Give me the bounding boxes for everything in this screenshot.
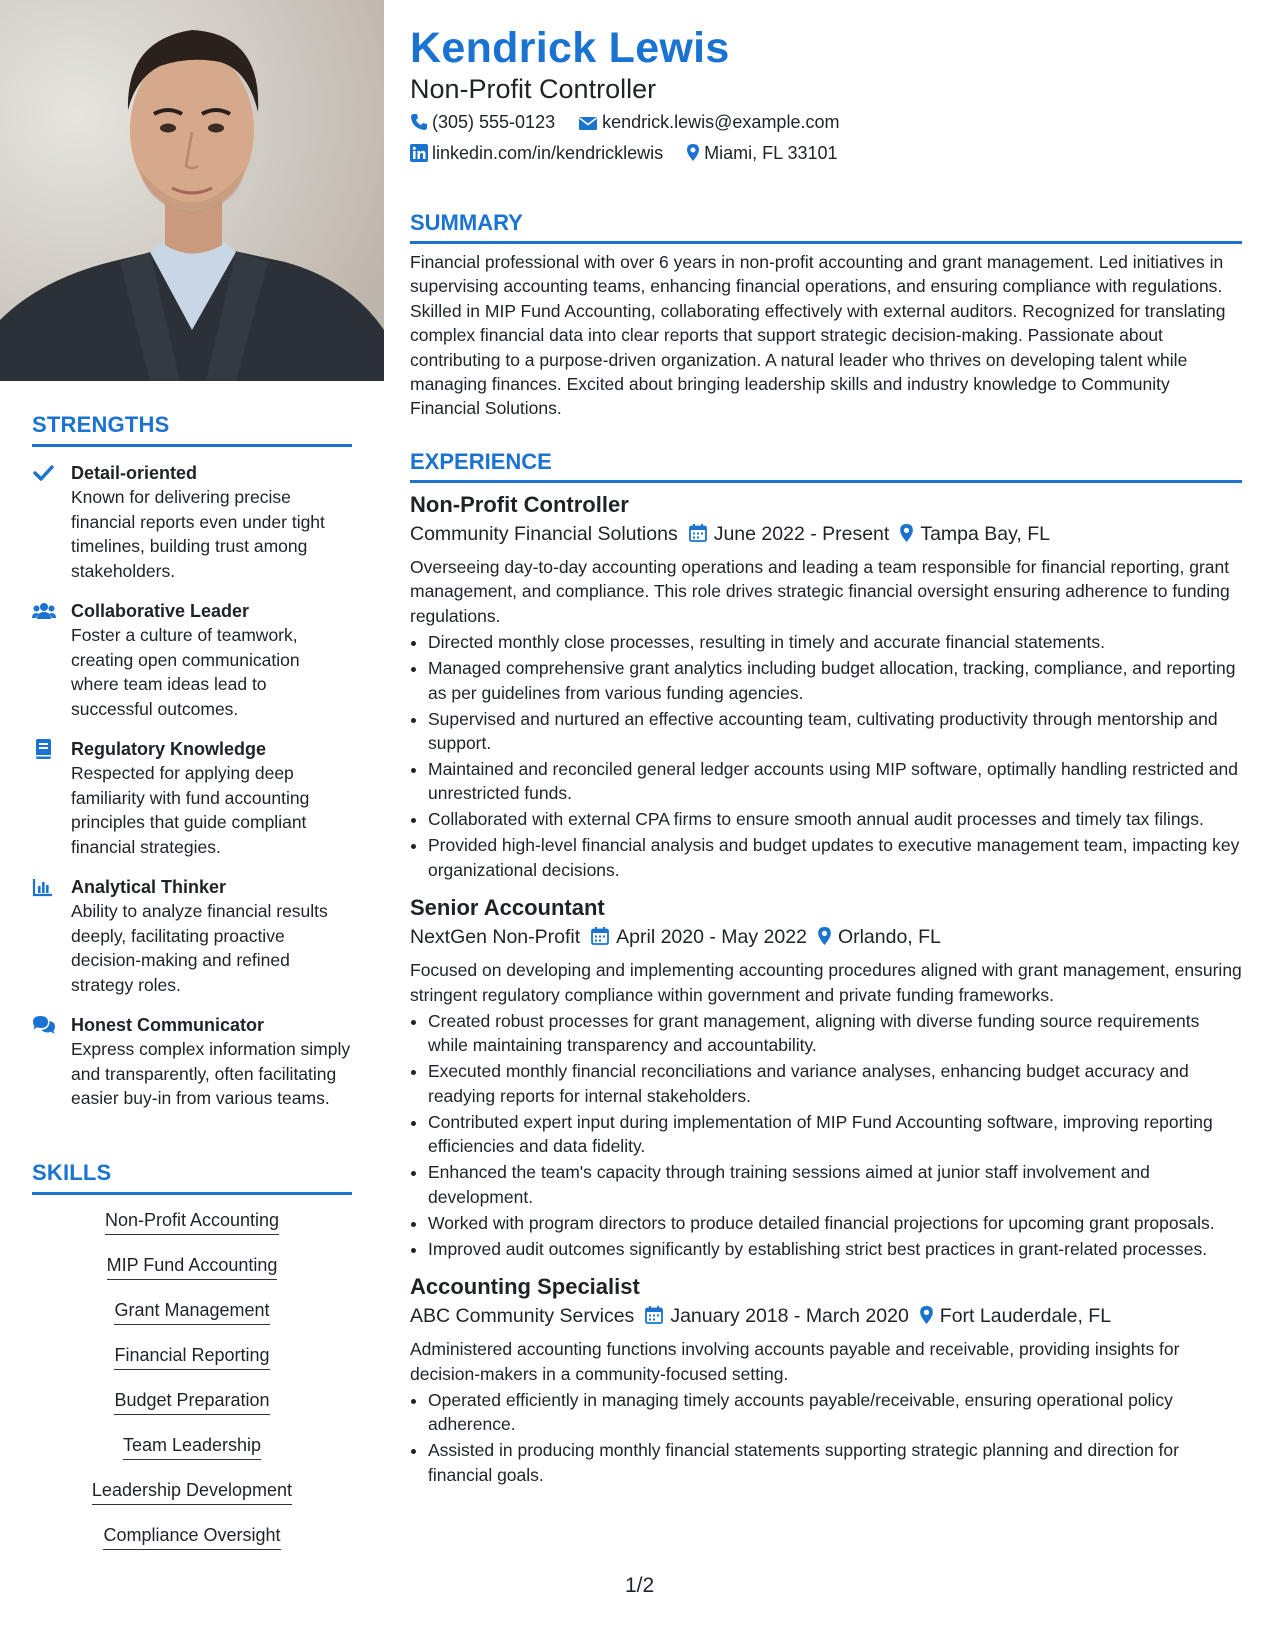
- list-item: • Worked with program directors to produce detailed financial projections for upcoming grant proposals.: [428, 1211, 1242, 1235]
- job-desc: Focused on developing and implementing accounting procedures aligned with grant management, ensuring stringent regulatory compliance within government and private funding frameworks.: [410, 960, 1242, 1005]
- job-location: Fort Lauderdale, FL: [939, 1305, 1112, 1328]
- experience-heading: EXPERIENCE: [410, 449, 1242, 483]
- strength-desc: Express complex information simply and transparently, often facilitating easier buy-in from various teams.: [71, 1039, 351, 1108]
- phone-text: (305) 555-0123: [432, 112, 556, 132]
- calendar-icon: [580, 926, 616, 948]
- skill-item: Non-Profit Accounting: [105, 1209, 279, 1235]
- summary-text: Financial professional with over 6 years in non-profit accounting and grant management. Led initiatives in supervising accounting teams, enhancing financial operations, and ensuring compliance with regulations. Skilled in MIP Fund Accounting, collaborating effectively with external auditors. Recognized for translating complex financial data into clear reports that support strategic decision-making. Passionate about contributing to a purpose-driven organization. A natural leader who thrives on developing talent while managing finances. Excited about bringing leadership skills and industry knowledge to Community Financial Solutions.: [410, 252, 1226, 419]
- contact-row: [410, 112, 857, 133]
- job-title: Senior Accountant: [410, 895, 605, 921]
- list-item: • Improved audit outcomes significantly by establishing strict best practices in grant-related processes.: [428, 1237, 1242, 1261]
- candidate-name: Kendrick Lewis: [410, 24, 730, 72]
- job-title: Accounting Specialist: [410, 1274, 640, 1300]
- sidebar: [0, 0, 384, 1650]
- job-dates: April 2020 - May 2022: [616, 926, 807, 949]
- candidate-role: Non-Profit Controller: [410, 74, 657, 104]
- strengths-heading: STRENGTHS: [32, 412, 352, 447]
- strength-desc: Known for delivering precise financial reports even under tight timelines, building trust among stakeholders.: [71, 487, 325, 581]
- skill-item: MIP Fund Accounting: [107, 1254, 278, 1280]
- chart-icon: [32, 876, 56, 898]
- list-item: • Contributed expert input during implementation of MIP Fund Accounting software, improving reporting efficiencies and data fidelity.: [428, 1110, 1242, 1159]
- linkedin-contact[interactable]: [410, 143, 663, 164]
- map-pin-icon: [909, 1305, 940, 1327]
- skill-item: Financial Reporting: [114, 1344, 269, 1370]
- map-pin-icon: [807, 926, 838, 948]
- summary-heading: SUMMARY: [410, 210, 1242, 244]
- skill-item: Team Leadership: [123, 1434, 261, 1460]
- strength-desc: Foster a culture of teamwork, creating open communication where team ideas lead to successful outcomes.: [71, 625, 300, 719]
- check-icon: [32, 462, 56, 484]
- users-icon: [32, 600, 56, 622]
- calendar-icon: [634, 1305, 670, 1327]
- phone-icon: [410, 112, 432, 132]
- job-company: NextGen Non-Profit: [410, 926, 581, 949]
- job-dates: January 2018 - March 2020: [670, 1305, 909, 1328]
- page-number: 1/2: [625, 1574, 655, 1597]
- skills-section: [32, 1160, 352, 1569]
- linkedin-icon: [410, 143, 432, 163]
- chat-icon: [32, 1014, 56, 1036]
- email-contact[interactable]: [578, 112, 839, 133]
- list-item: • Provided high-level financial analysis and budget updates to executive management team, impacting key organizational decisions.: [428, 833, 1242, 882]
- job-bullets: [410, 1009, 1242, 1261]
- skill-item: Grant Management: [114, 1299, 269, 1325]
- strength-title: Collaborative Leader: [71, 601, 250, 621]
- contact-row-2: [410, 143, 856, 164]
- strength-desc: Ability to analyze financial results deeply, facilitating proactive decision-making and refined strategy roles.: [71, 901, 328, 995]
- strength-title: Regulatory Knowledge: [71, 739, 267, 759]
- job-title: Non-Profit Controller: [410, 492, 629, 517]
- strength-item: [32, 1013, 352, 1111]
- job-bullets: [410, 1388, 1242, 1487]
- skills-heading: SKILLS: [32, 1160, 352, 1195]
- experience-section: [410, 449, 1242, 1489]
- email-icon: [578, 112, 602, 132]
- skill-item: Leadership Development: [92, 1479, 292, 1505]
- job-desc: Overseeing day-to-day accounting operations and leading a team responsible for financial reporting, grant management, and compliance. This role drives strategic financial oversight ensuring adherence to funding regulations.: [410, 557, 1230, 626]
- map-pin-icon: [686, 143, 704, 163]
- list-item: • Collaborated with external CPA firms to ensure smooth annual audit processes and timely tax filings.: [428, 807, 1242, 831]
- list-item: • Directed monthly close processes, resulting in timely and accurate financial statements.: [428, 630, 1242, 654]
- job-meta: [410, 1301, 1242, 1331]
- job-desc: Administered accounting functions involving accounts payable and receivable, providing insights for decision-makers in a community-focused setting.: [410, 1339, 1180, 1384]
- list-item: • Executed monthly financial reconciliations and variance analyses, enhancing budget accuracy and readying reports for internal stakeholders.: [428, 1059, 1242, 1108]
- list-item: • Maintained and reconciled general ledger accounts using MIP software, optimally handling restricted and unrestricted funds.: [428, 757, 1242, 806]
- email-text: kendrick.lewis@example.com: [602, 112, 840, 132]
- job-meta: [410, 519, 1242, 549]
- job-bullets: [410, 630, 1242, 882]
- skill-item: Budget Preparation: [114, 1389, 269, 1415]
- book-icon: [32, 738, 56, 760]
- strength-title: Honest Communicator: [71, 1015, 265, 1035]
- job-company: Community Financial Solutions: [410, 523, 678, 545]
- job-entry: [410, 1273, 1242, 1487]
- strength-title: Detail-oriented: [71, 463, 198, 483]
- summary-section: [410, 210, 1242, 421]
- job-meta: [410, 922, 1242, 952]
- strengths-section: [32, 412, 352, 1127]
- strength-desc: Respected for applying deep familiarity with fund accounting principles that guide compliant financial strategies.: [71, 763, 310, 857]
- list-item: • Supervised and nurtured an effective accounting team, cultivating productivity through mentorship and support.: [428, 707, 1242, 756]
- phone-contact[interactable]: [410, 112, 555, 133]
- location-contact: [686, 143, 837, 164]
- list-item: • Operated efficiently in managing timely accounts payable/receivable, ensuring operational policy adherence.: [428, 1388, 1242, 1437]
- location-text: Miami, FL 33101: [704, 143, 838, 163]
- skills-list: [32, 1209, 352, 1569]
- job-entry: [410, 894, 1242, 1261]
- job-location: Orlando, FL: [837, 926, 941, 949]
- profile-photo: [0, 0, 384, 381]
- list-item: • Enhanced the team's capacity through training sessions aimed at junior staff involvement and development.: [428, 1160, 1242, 1209]
- map-pin-icon: [889, 523, 920, 545]
- job-location: Tampa Bay, FL: [920, 523, 1051, 545]
- skill-item: Compliance Oversight: [103, 1524, 280, 1550]
- job-company: ABC Community Services: [410, 1305, 635, 1328]
- list-item: • Assisted in producing monthly financial statements supporting strategic planning and direction for financial goals.: [428, 1438, 1242, 1487]
- calendar-icon: [678, 523, 714, 545]
- strength-title: Analytical Thinker: [71, 877, 227, 897]
- list-item: • Managed comprehensive grant analytics including budget allocation, tracking, compliance, and reporting as per guidelines from various funding agencies.: [428, 656, 1242, 705]
- strength-item: [32, 737, 352, 859]
- job-entry: [410, 491, 1242, 882]
- job-dates: June 2022 - Present: [713, 523, 890, 545]
- list-item: • Created robust processes for grant management, aligning with diverse funding source requirements while maintaining transparency and accountability.: [428, 1009, 1242, 1058]
- linkedin-text: linkedin.com/in/kendricklewis: [432, 143, 664, 163]
- strength-item: [32, 599, 352, 721]
- strength-item: [32, 461, 352, 583]
- strength-item: [32, 875, 352, 997]
